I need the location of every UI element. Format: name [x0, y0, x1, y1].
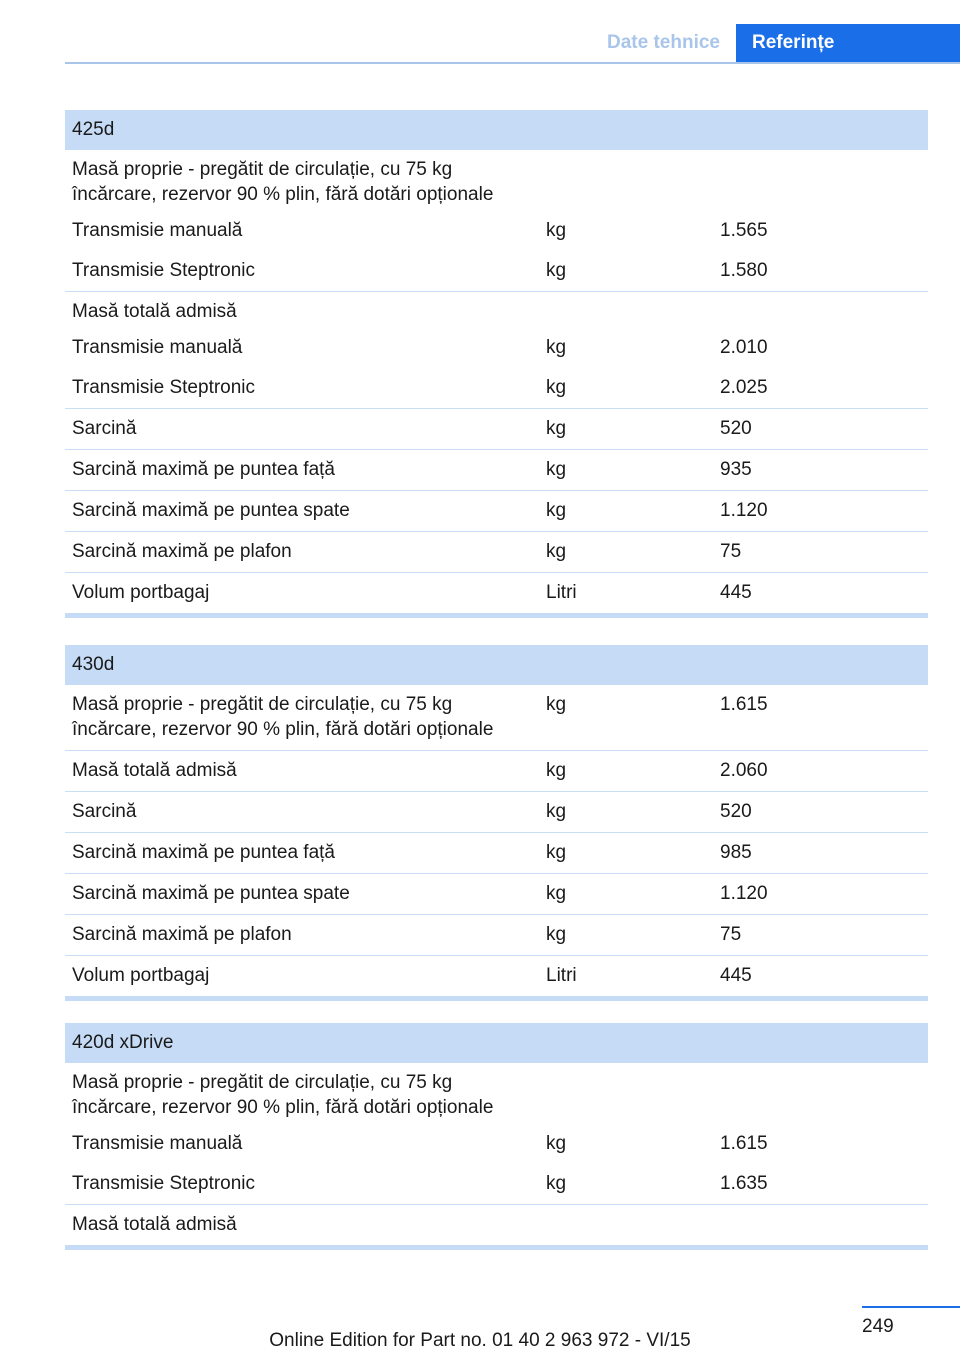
- cell-unit: kg: [546, 1133, 567, 1154]
- cell-label: Sarcină maximă pe plafon: [72, 924, 292, 945]
- cell-label: Sarcină: [72, 418, 137, 439]
- cell-label: Transmisie manuală: [72, 1133, 243, 1154]
- cell-label: Sarcină maximă pe puntea față: [72, 459, 335, 480]
- cell-label: Volum portbagaj: [72, 582, 210, 603]
- table-row: [65, 211, 928, 251]
- table-row: [65, 491, 928, 532]
- cell-value: 75: [720, 541, 742, 562]
- cell-unit: kg: [546, 500, 567, 521]
- table-row: [65, 450, 928, 491]
- cell-value: 2.025: [720, 377, 768, 398]
- cell-label: Sarcină maximă pe puntea față: [72, 842, 335, 863]
- cell-value: 520: [720, 418, 752, 439]
- table-row: [65, 328, 928, 368]
- cell-label: Transmisie Steptronic: [72, 260, 256, 281]
- page-number: 249: [862, 1306, 960, 1340]
- table-title: 420d xDrive: [65, 1023, 928, 1063]
- cell-unit: Litri: [546, 582, 577, 603]
- cell-value: 1.580: [720, 260, 768, 281]
- table-row: [65, 368, 928, 409]
- cell-unit: kg: [546, 337, 567, 358]
- table-row: [65, 751, 928, 792]
- cell-value: [712, 299, 928, 324]
- table-row: [65, 409, 928, 450]
- cell-value: 1.635: [720, 1173, 768, 1194]
- cell-label: Sarcină maximă pe plafon: [72, 541, 292, 562]
- section-tab-technical-data[interactable]: Date tehnice: [607, 32, 720, 53]
- cell-value: [712, 157, 928, 207]
- cell-label: Masă proprie - pregătit de circulație, cu 75 kg încărcare, rezervor 90 % plin, fără dotări opționale: [72, 694, 494, 740]
- cell-label: Transmisie manuală: [72, 337, 243, 358]
- cell-label: Sarcină: [72, 801, 137, 822]
- spec-table: [65, 645, 928, 1001]
- table-row: [65, 956, 928, 996]
- cell-unit: kg: [546, 842, 567, 863]
- cell-label: Transmisie Steptronic: [72, 1173, 256, 1194]
- cell-label: Transmisie Steptronic: [72, 377, 256, 398]
- cell-unit: [539, 157, 712, 207]
- cell-value: 520: [720, 801, 752, 822]
- table-row: [65, 1164, 928, 1205]
- table-row: [65, 685, 928, 751]
- table-row: [65, 1063, 928, 1124]
- table-row: [65, 1205, 928, 1245]
- cell-unit: kg: [546, 924, 567, 945]
- cell-unit: kg: [546, 377, 567, 398]
- cell-label: Volum portbagaj: [72, 965, 210, 986]
- cell-label: Masă totală admisă: [72, 301, 237, 322]
- table-row: [65, 150, 928, 211]
- cell-unit: kg: [546, 260, 567, 281]
- cell-value: 75: [720, 924, 742, 945]
- cell-unit: kg: [546, 220, 567, 241]
- spec-table: [65, 1023, 928, 1250]
- cell-value: 1.565: [720, 220, 768, 241]
- cell-unit: kg: [546, 541, 567, 562]
- cell-unit: kg: [546, 801, 567, 822]
- cell-unit: kg: [546, 1173, 567, 1194]
- cell-label: Masă proprie - pregătit de circulație, cu 75 kg încărcare, rezervor 90 % plin, fără dotări opționale: [72, 1072, 494, 1118]
- cell-label: Masă proprie - pregătit de circulație, cu 75 kg încărcare, rezervor 90 % plin, fără dotări opționale: [72, 159, 494, 205]
- table-row: [65, 1124, 928, 1164]
- cell-value: 1.615: [720, 1133, 768, 1154]
- cell-unit: kg: [546, 459, 567, 480]
- table-title: 430d: [65, 645, 928, 685]
- cell-value: 445: [720, 965, 752, 986]
- cell-unit: [539, 299, 712, 324]
- table-row: [65, 833, 928, 874]
- cell-label: Sarcină maximă pe puntea spate: [72, 500, 350, 521]
- spec-table: [65, 110, 928, 618]
- cell-value: 1.120: [720, 883, 768, 904]
- cell-value: 1.615: [720, 694, 768, 715]
- cell-unit: Litri: [546, 965, 577, 986]
- cell-label: Masă totală admisă: [72, 1214, 237, 1235]
- table-row: [65, 915, 928, 956]
- cell-label: Sarcină maximă pe puntea spate: [72, 883, 350, 904]
- cell-value: [712, 1212, 928, 1237]
- footer-edition: Online Edition for Part no. 01 40 2 963 972 - VI/15: [269, 1330, 691, 1351]
- cell-unit: kg: [546, 883, 567, 904]
- section-tab-references[interactable]: Referințe: [736, 24, 960, 62]
- cell-value: 445: [720, 582, 752, 603]
- table-row: [65, 874, 928, 915]
- table-row: [65, 292, 928, 328]
- cell-label: Transmisie manuală: [72, 220, 243, 241]
- table-title: 425d: [65, 110, 928, 150]
- cell-unit: [539, 1212, 712, 1237]
- table-row: [65, 573, 928, 613]
- cell-value: 985: [720, 842, 752, 863]
- table-row: [65, 792, 928, 833]
- cell-unit: kg: [546, 694, 567, 715]
- cell-value: 2.060: [720, 760, 768, 781]
- cell-unit: [539, 1070, 712, 1120]
- cell-unit: kg: [546, 760, 567, 781]
- cell-label: Masă totală admisă: [72, 760, 237, 781]
- table-row: [65, 251, 928, 292]
- cell-unit: kg: [546, 418, 567, 439]
- cell-value: [712, 1070, 928, 1120]
- cell-value: 1.120: [720, 500, 768, 521]
- cell-value: 935: [720, 459, 752, 480]
- cell-value: 2.010: [720, 337, 768, 358]
- page-header: [65, 24, 960, 64]
- table-row: [65, 532, 928, 573]
